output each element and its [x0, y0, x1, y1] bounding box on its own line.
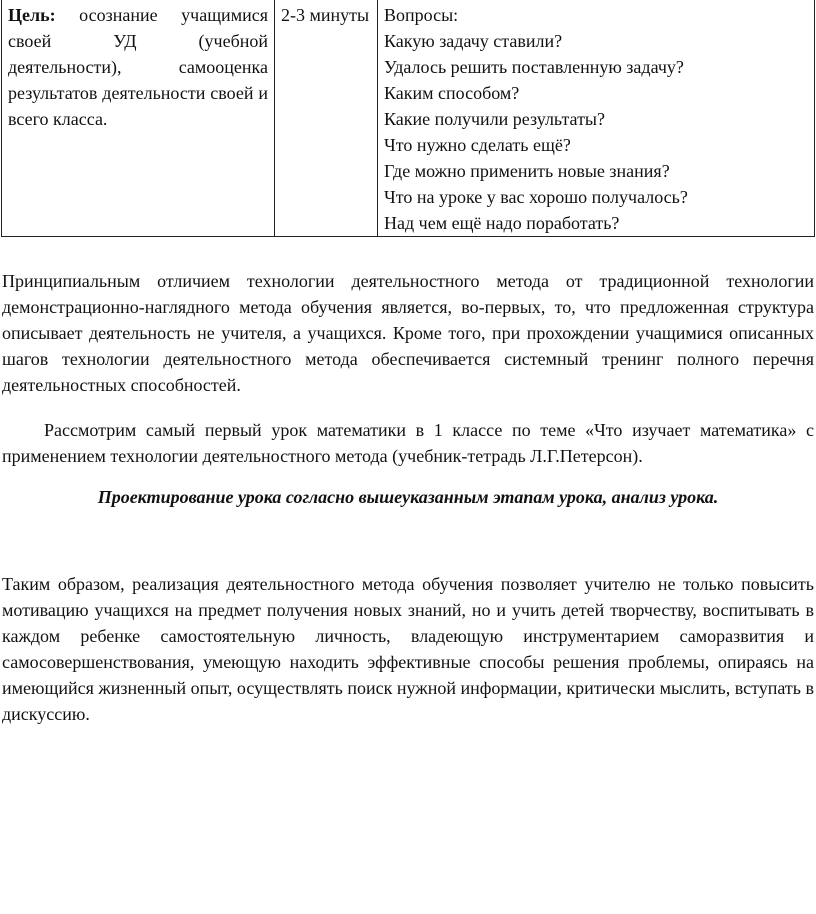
- table-row: [2, 0, 815, 237]
- question-item: Удалось решить поставленную задачу?: [384, 57, 684, 77]
- questions-cell: [378, 0, 815, 237]
- question-item: Что на уроке у вас хорошо получалось?: [384, 187, 688, 207]
- time-value: 2-3 минуты: [281, 5, 370, 25]
- lesson-stage-table: [1, 0, 815, 237]
- time-cell: [275, 0, 378, 237]
- question-item: Над чем ещё надо поработать?: [384, 213, 620, 233]
- question-item: Где можно применить новые знания?: [384, 161, 670, 181]
- questions-title: Вопросы:: [384, 5, 459, 25]
- question-item: Что нужно сделать ещё?: [384, 135, 571, 155]
- paragraph-conclusion: Таким образом, реализация деятельностного метода обучения позволяет учителю не только повысить мотивацию учащихся на предмет получения новых знаний, но и учить детей творчеству, воспитывать в каждом ребенке самостоятельную личность, владеющую инструментарием саморазвития и самосовершенствования, умеющую находить эффективные способы решения проблемы, опираясь на имеющийся жизненный опыт, осуществлять поиск нужной информации, критически мыслить, вступать в дискуссию.: [2, 574, 814, 724]
- paragraph-method-difference: Принципиальным отличием технологии деятельностного метода от традиционной технологии демонстрационно-наглядного метода обучения является, во-первых, то, что предложенная структура описывает деятельность не учителя, а учащихся. Кроме того, при прохождении учащимися описанных шагов технологии деятельностного метода обеспечивается системный тренинг полного перечня деятельностных способностей.: [2, 271, 814, 395]
- question-item: Какую задачу ставили?: [384, 31, 563, 51]
- goal-text: осознание учащимися своей УД (учебной деятельности), самооценка результатов деятельности своей и всего класса.: [8, 5, 268, 129]
- paragraph-first-lesson: Рассмотрим самый первый урок математики в 1 классе по теме «Что изучает математика» с применением технологии деятельностного метода (учебник-тетрадь Л.Г.Петерсон).: [2, 420, 814, 466]
- goal-cell: [2, 0, 275, 237]
- question-item: Какие получили результаты?: [384, 109, 606, 129]
- goal-label: Цель:: [8, 5, 56, 25]
- section-heading: Проектирование урока согласно вышеуказанным этапам урока, анализ урока.: [97, 487, 719, 507]
- goal-paragraph: [8, 2, 268, 132]
- question-item: Каким способом?: [384, 83, 520, 103]
